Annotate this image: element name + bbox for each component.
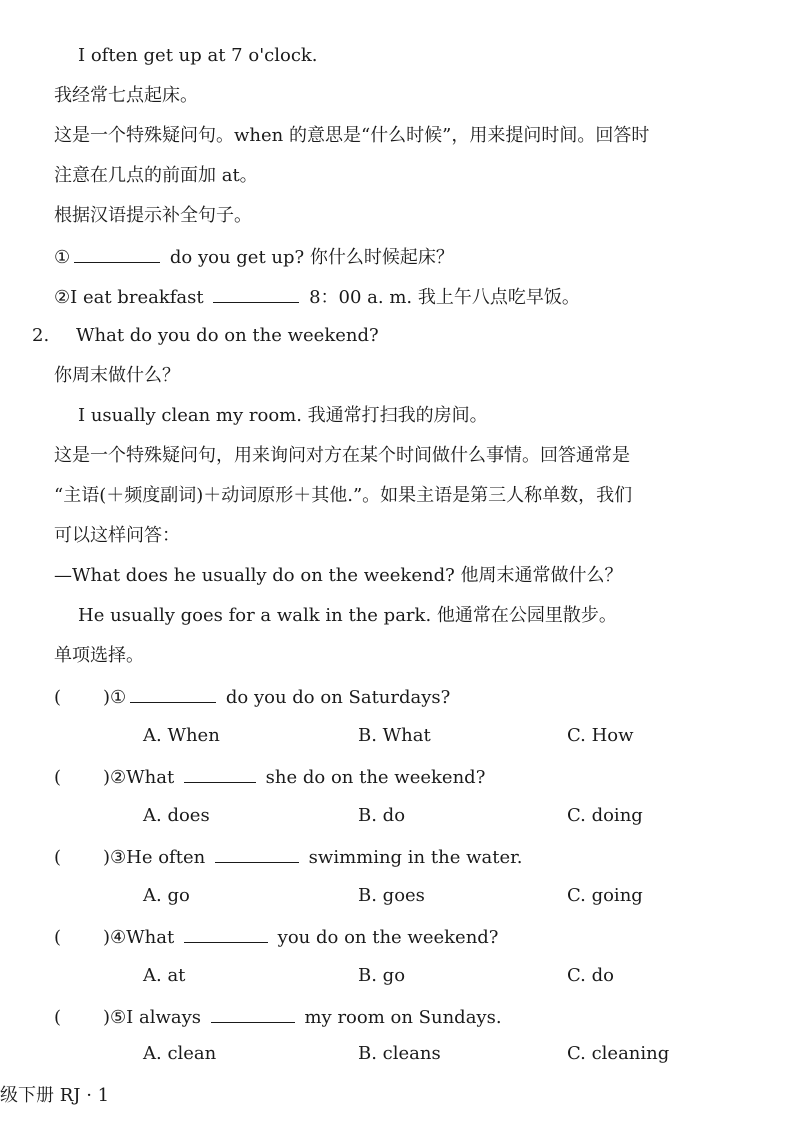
answer-paren-1[interactable]: ( ) bbox=[54, 687, 111, 708]
question-3-option-a[interactable]: A. go bbox=[143, 885, 190, 906]
question-5-pre: I always bbox=[126, 1007, 202, 1028]
section-2-reply: He usually goes for a walk in the park. 他通常在公园里散步。 bbox=[78, 605, 617, 626]
question-5-number: ⑤ bbox=[110, 1007, 127, 1028]
section-2-question: —What does he usually do on the weekend? 他周末通常做什么？ bbox=[54, 565, 623, 586]
task-instruction-1: 根据汉语提示补全句子。 bbox=[54, 205, 252, 226]
fill-item-2-number: ② bbox=[54, 287, 71, 308]
fill-blank-2[interactable] bbox=[213, 284, 299, 303]
answer-paren-5[interactable]: ( ) bbox=[54, 1007, 111, 1028]
section-2-title: What do you do on the weekend? bbox=[76, 325, 379, 346]
section-2-answer: I usually clean my room. 我通常打扫我的房间。 bbox=[78, 405, 488, 426]
question-2-option-c[interactable]: C. doing bbox=[567, 805, 643, 826]
question-5-text: my room on Sundays. bbox=[304, 1007, 502, 1028]
page-footer: 级下册 RJ · 1 bbox=[0, 1085, 110, 1106]
answer-paren-4[interactable]: ( ) bbox=[54, 927, 111, 948]
choice-question-4 bbox=[54, 924, 498, 950]
question-1-blank bbox=[130, 684, 216, 703]
fill-item-2 bbox=[54, 284, 580, 310]
question-4-text: you do on the weekend? bbox=[277, 927, 499, 948]
fill-item-2-text: 8：00 a. m. 我上午八点吃早饭。 bbox=[309, 287, 580, 308]
question-3-blank bbox=[215, 844, 299, 863]
section-2-explanation-2: “主语(＋频度副词)＋动词原形＋其他.”。如果主语是第三人称单数，我们 bbox=[54, 485, 633, 506]
answer-paren-3[interactable]: ( ) bbox=[54, 847, 111, 868]
question-1-option-c[interactable]: C. How bbox=[567, 725, 634, 746]
question-2-number: ② bbox=[110, 767, 127, 788]
question-2-option-b[interactable]: B. do bbox=[358, 805, 406, 826]
question-4-number: ④ bbox=[110, 927, 127, 948]
explanation-line-2: 注意在几点的前面加 at。 bbox=[54, 165, 258, 186]
choice-question-1 bbox=[54, 684, 450, 710]
question-3-pre: He often bbox=[126, 847, 206, 868]
question-5-blank bbox=[211, 1004, 295, 1023]
question-2-option-a[interactable]: A. does bbox=[143, 805, 210, 826]
question-5-option-c[interactable]: C. cleaning bbox=[567, 1043, 670, 1064]
question-1-option-a[interactable]: A. When bbox=[143, 725, 220, 746]
question-2-pre: What bbox=[126, 767, 175, 788]
question-4-blank bbox=[184, 924, 268, 943]
section-2-chinese: 你周末做什么？ bbox=[54, 365, 180, 386]
question-3-text: swimming in the water. bbox=[308, 847, 523, 868]
question-5-option-a[interactable]: A. clean bbox=[143, 1043, 217, 1064]
explanation-line-1: 这是一个特殊疑问句。when 的意思是“什么时候”，用来提问时间。回答时 bbox=[54, 125, 650, 146]
intro-chinese: 我经常七点起床。 bbox=[54, 85, 198, 106]
fill-item-2-pre: I eat breakfast bbox=[70, 287, 204, 308]
question-3-option-c[interactable]: C. going bbox=[567, 885, 643, 906]
question-4-pre: What bbox=[126, 927, 175, 948]
question-4-option-b[interactable]: B. go bbox=[358, 965, 406, 986]
intro-english: I often get up at 7 o'clock. bbox=[78, 45, 318, 66]
fill-item-1-number: ① bbox=[54, 247, 71, 268]
question-5-option-b[interactable]: B. cleans bbox=[358, 1043, 441, 1064]
section-2-heading bbox=[32, 324, 379, 348]
question-1-option-b[interactable]: B. What bbox=[358, 725, 431, 746]
question-2-text: she do on the weekend? bbox=[265, 767, 486, 788]
section-2-explanation-3: 可以这样问答： bbox=[54, 525, 180, 546]
question-4-option-a[interactable]: A. at bbox=[143, 965, 186, 986]
question-2-blank bbox=[184, 764, 256, 783]
section-2-number: 2. bbox=[32, 325, 50, 346]
question-3-option-b[interactable]: B. goes bbox=[358, 885, 425, 906]
question-3-number: ③ bbox=[110, 847, 127, 868]
fill-item-1 bbox=[54, 244, 454, 270]
task-instruction-2: 单项选择。 bbox=[54, 645, 144, 666]
question-1-text: do you do on Saturdays? bbox=[225, 687, 451, 708]
choice-question-2 bbox=[54, 764, 485, 790]
fill-blank-1[interactable] bbox=[74, 244, 160, 263]
choice-question-5 bbox=[54, 1004, 502, 1030]
choice-question-3 bbox=[54, 844, 522, 870]
section-2-explanation-1: 这是一个特殊疑问句，用来询问对方在某个时间做什么事情。回答通常是 bbox=[54, 445, 630, 466]
fill-item-1-text: do you get up? 你什么时候起床？ bbox=[169, 247, 454, 268]
answer-paren-2[interactable]: ( ) bbox=[54, 767, 111, 788]
question-1-number: ① bbox=[110, 687, 127, 708]
question-4-option-c[interactable]: C. do bbox=[567, 965, 614, 986]
